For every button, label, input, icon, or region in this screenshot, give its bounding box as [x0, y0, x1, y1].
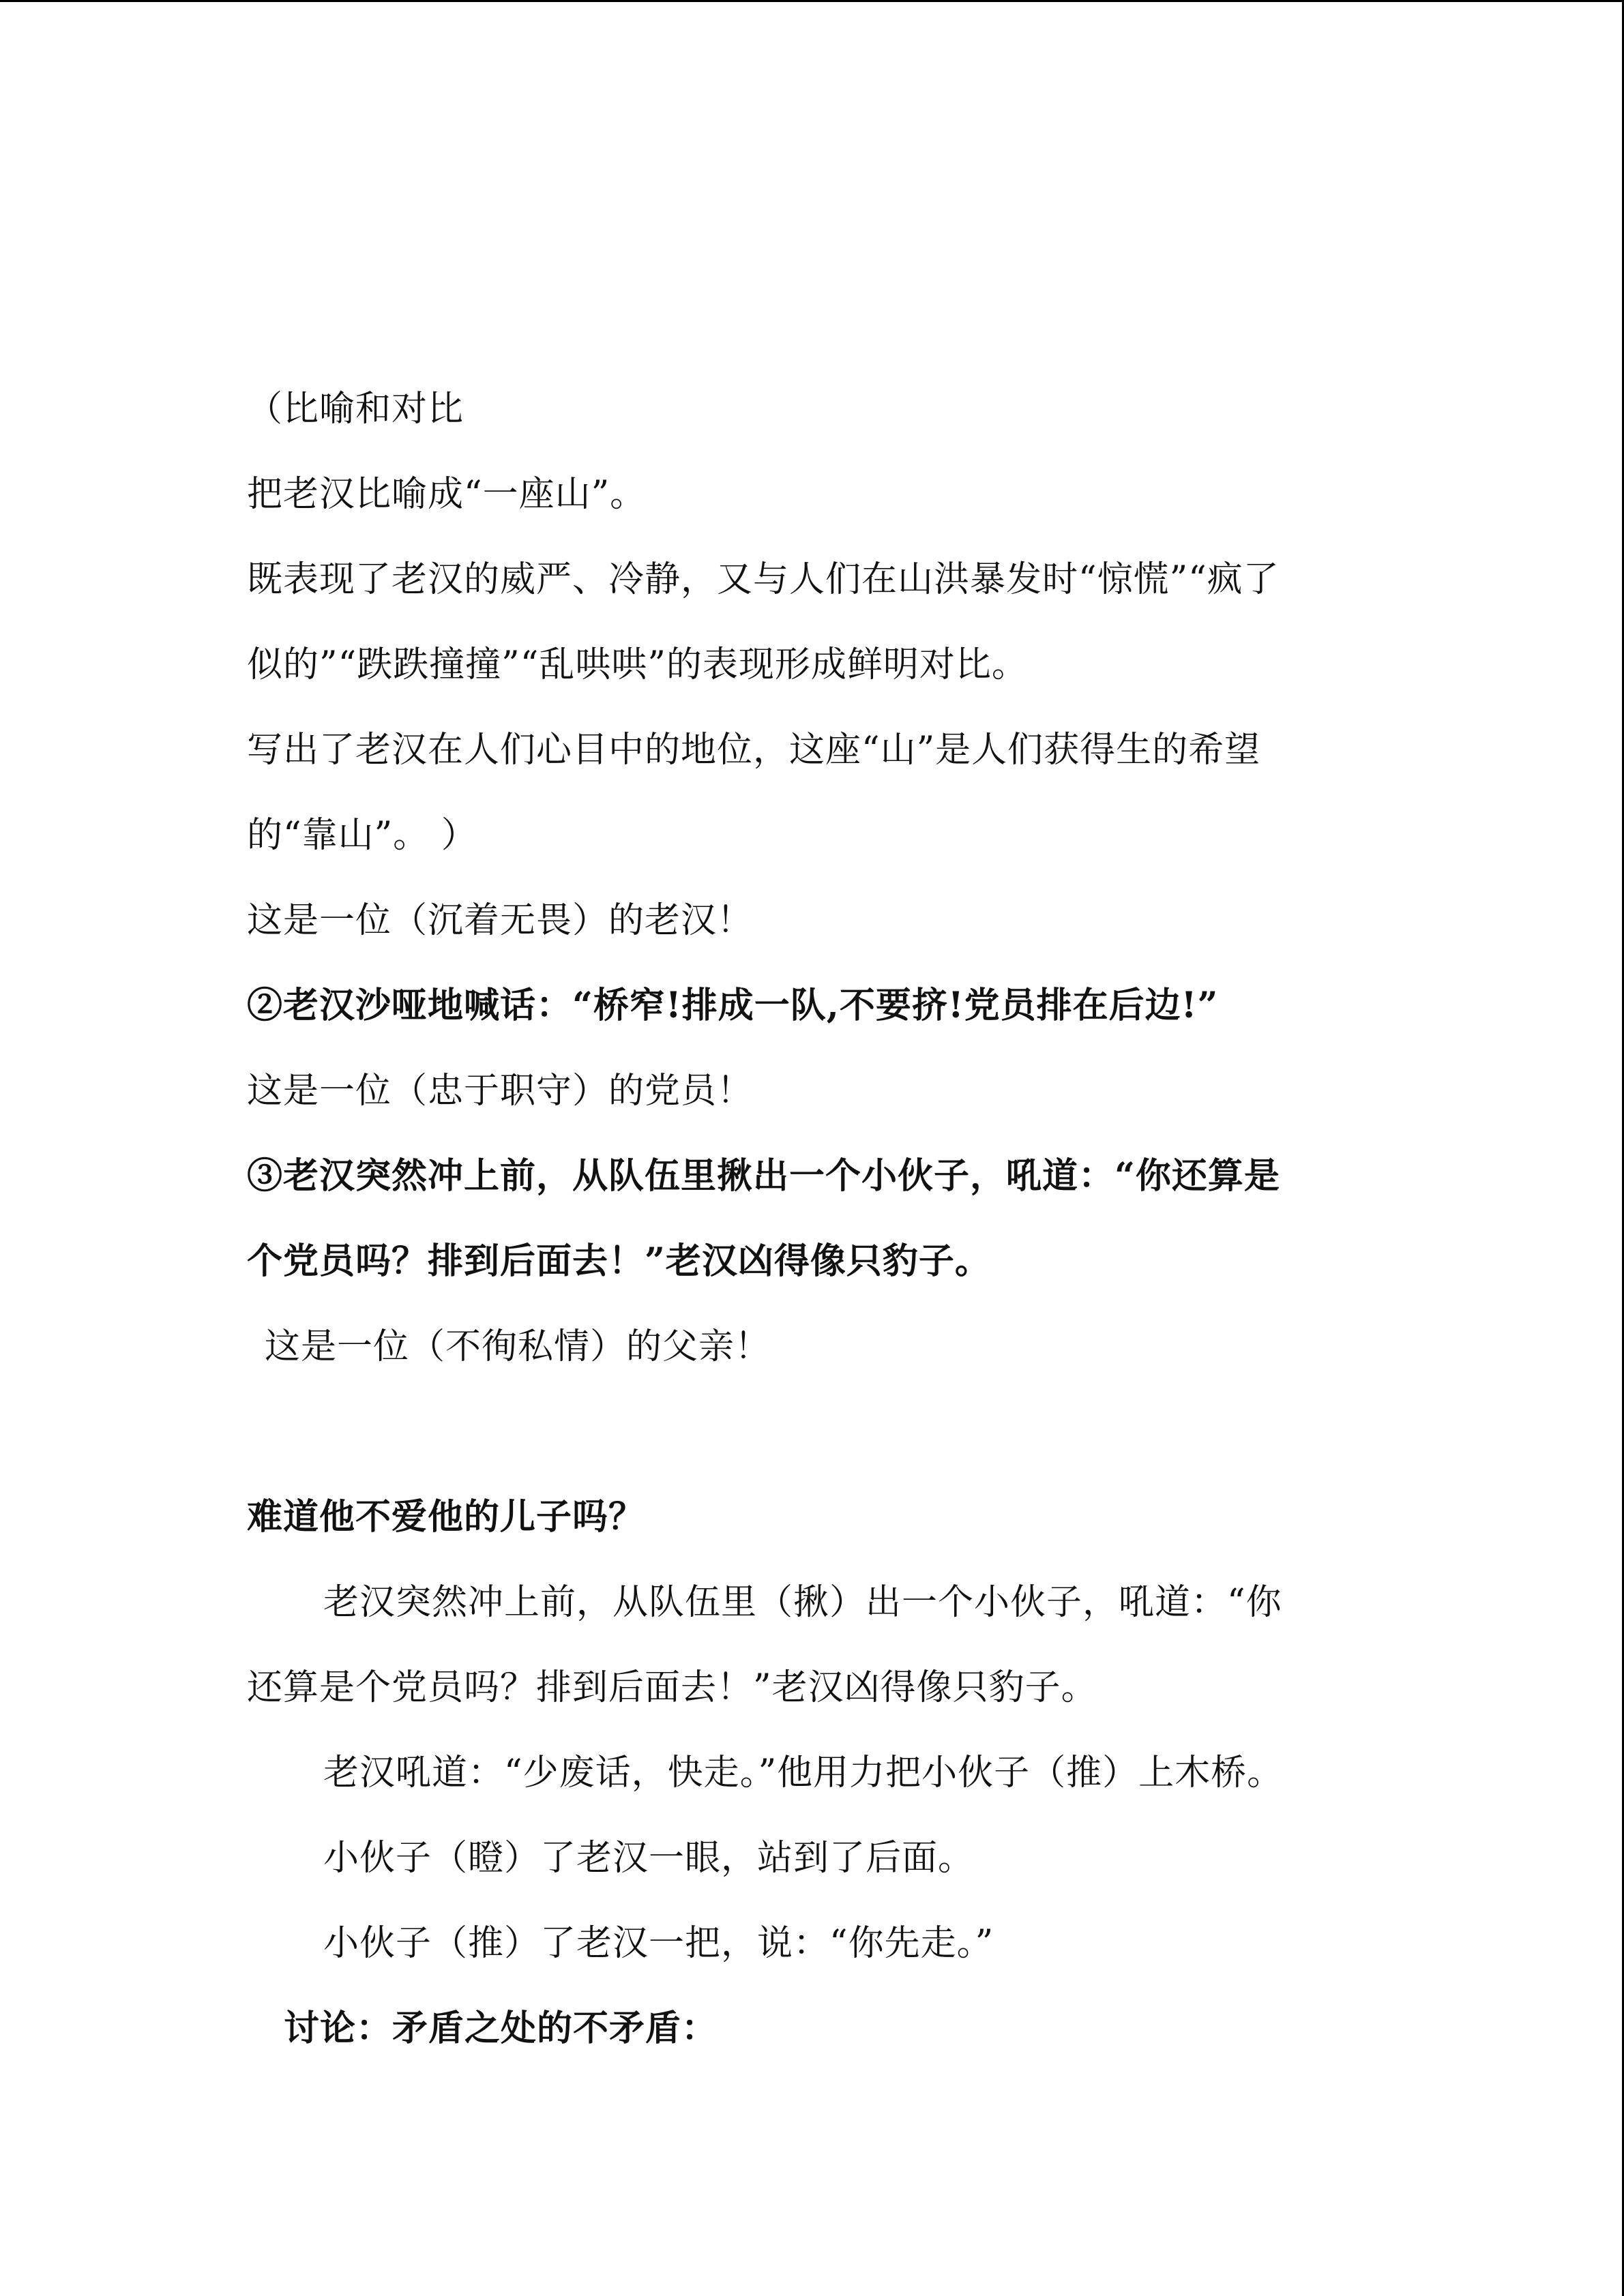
verb-paragraph-line-1: 老汉突然冲上前，从队伍里（揪）出一个小伙子，吼道：“你 — [323, 1582, 1282, 1623]
glare-sentence: 小伙子（瞪）了老汉一眼，站到了后面。 — [323, 1838, 975, 1879]
quote-3-bold-line-2: 个党员吗？排到后面去！”老汉凶得像只豹子。 — [247, 1240, 991, 1282]
impartial-father-conclusion: 这是一位（不徇私情）的父亲！ — [265, 1326, 771, 1367]
quote-3-bold-line-1: ③老汉突然冲上前，从队伍里揪出一个小伙子，吼道：“你还算是 — [247, 1155, 1280, 1197]
status-sentence-line-1: 写出了老汉在人们心目中的地位，这座“山”是人们获得生的希望 — [247, 730, 1261, 771]
metaphor-sentence: 把老汉比喻成“一座山”。 — [247, 474, 647, 515]
contrast-sentence-line-2: 似的”“跌跌撞撞”“乱哄哄”的表现形成鲜明对比。 — [247, 644, 1028, 685]
quote-2-bold: ②老汉沙哑地喊话：“桥窄!排成一队,不要挤!党员排在后边!” — [247, 985, 1219, 1026]
calm-fearless-conclusion: 这是一位（沉着无畏）的老汉！ — [247, 900, 754, 941]
verb-paragraph-line-2: 还算是个党员吗？排到后面去！”老汉凶得像只豹子。 — [247, 1667, 1097, 1708]
push-sentence: 老汉吼道：“少废话，快走。”他用力把小伙子（推）上木桥。 — [323, 1753, 1284, 1793]
discussion-heading: 讨论：矛盾之处的不矛盾： — [284, 2008, 718, 2049]
metaphor-contrast-heading: （比喻和对比 — [247, 389, 464, 430]
question-heading: 难道他不爱他的儿子吗？ — [247, 1496, 645, 1538]
you-go-first-sentence: 小伙子（推）了老汉一把，说：“你先走。” — [323, 1923, 994, 1964]
dutiful-party-member-conclusion: 这是一位（忠于职守）的党员！ — [247, 1071, 754, 1112]
status-sentence-line-2: 的“靠山”。 ） — [247, 815, 477, 856]
contrast-sentence-line-1: 既表现了老汉的威严、冷静，又与人们在山洪暴发时“惊慌”“疯了 — [247, 559, 1280, 600]
